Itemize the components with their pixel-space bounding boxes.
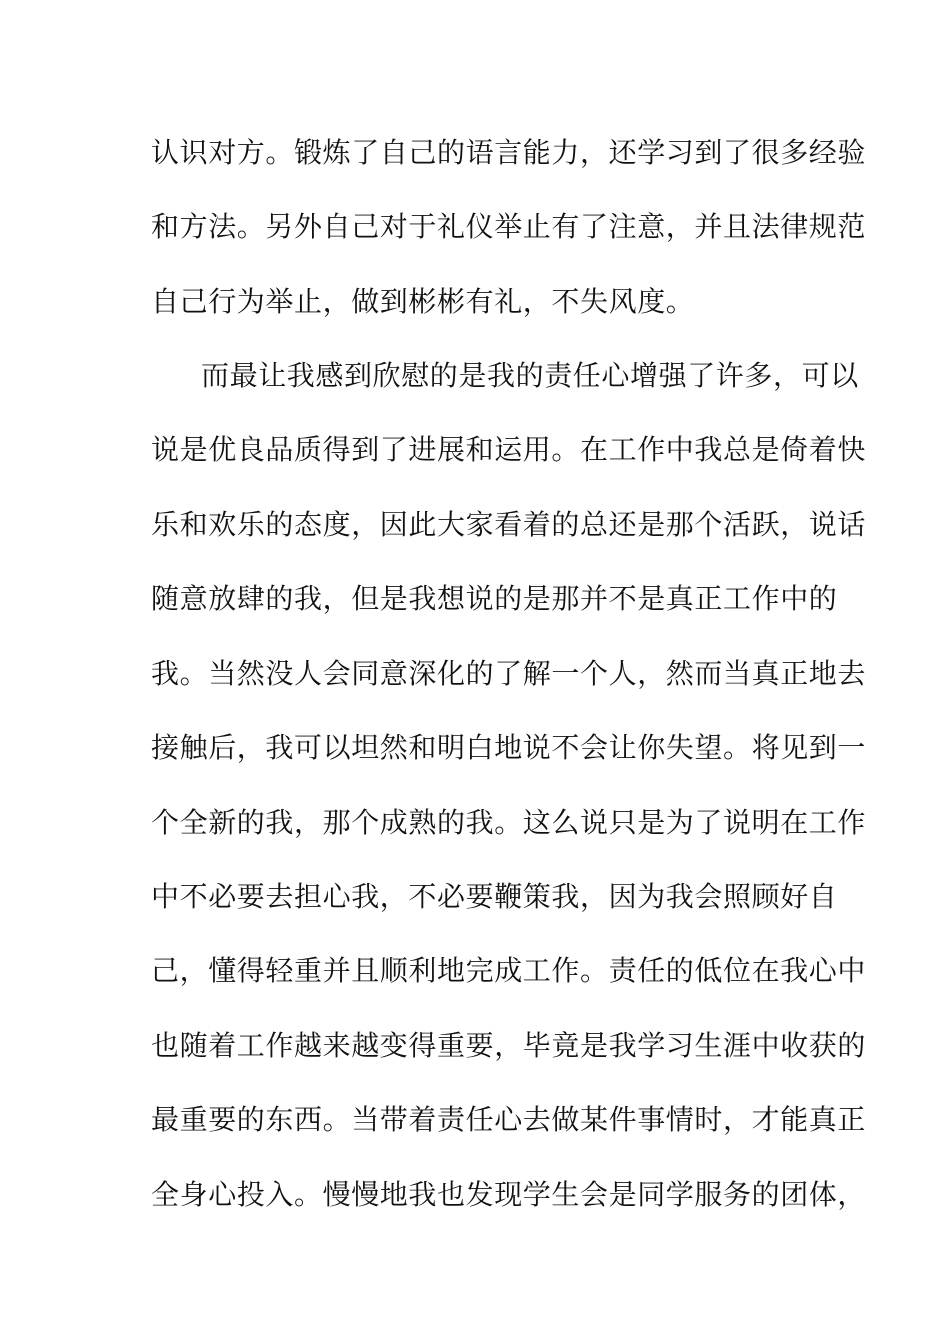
text-line: 和方法。另外自己对于礼仪举止有了注意，并且法律规范 bbox=[151, 210, 867, 243]
text-line: 自己行为举止，做到彬彬有礼，不失风度。 bbox=[151, 285, 695, 318]
text-line: 最重要的东西。当带着责任心去做某件事情时，才能真正 bbox=[151, 1103, 867, 1136]
text-line: 全身心投入。慢慢地我也发现学生会是同学服务的团体， bbox=[151, 1178, 867, 1211]
text-line: 乐和欢乐的态度，因此大家看着的总还是那个活跃，说话 bbox=[151, 508, 867, 541]
text-line: 中不必要去担心我，不必要鞭策我，因为我会照顾好自 bbox=[151, 880, 838, 913]
paragraph-first-line: 而最让我感到欣慰的是我的责任心增强了许多，可以 bbox=[201, 359, 859, 392]
text-line: 己，懂得轻重并且顺利地完成工作。责任的低位在我心中 bbox=[151, 954, 867, 987]
text-line: 认识对方。锻炼了自己的语言能力，还学习到了很多经验 bbox=[151, 136, 867, 169]
text-line: 随意放肆的我，但是我想说的是那并不是真正工作中的 bbox=[151, 582, 838, 615]
text-line: 也随着工作越来越变得重要，毕竟是我学习生涯中收获的 bbox=[151, 1029, 867, 1062]
text-line: 说是优良品质得到了进展和运用。在工作中我总是倚着快 bbox=[151, 433, 867, 466]
text-line: 个全新的我，那个成熟的我。这么说只是为了说明在工作 bbox=[151, 806, 867, 839]
text-line: 接触后，我可以坦然和明白地说不会让你失望。将见到一 bbox=[151, 731, 867, 764]
text-line: 我。当然没人会同意深化的了解一个人，然而当真正地去 bbox=[151, 657, 867, 690]
